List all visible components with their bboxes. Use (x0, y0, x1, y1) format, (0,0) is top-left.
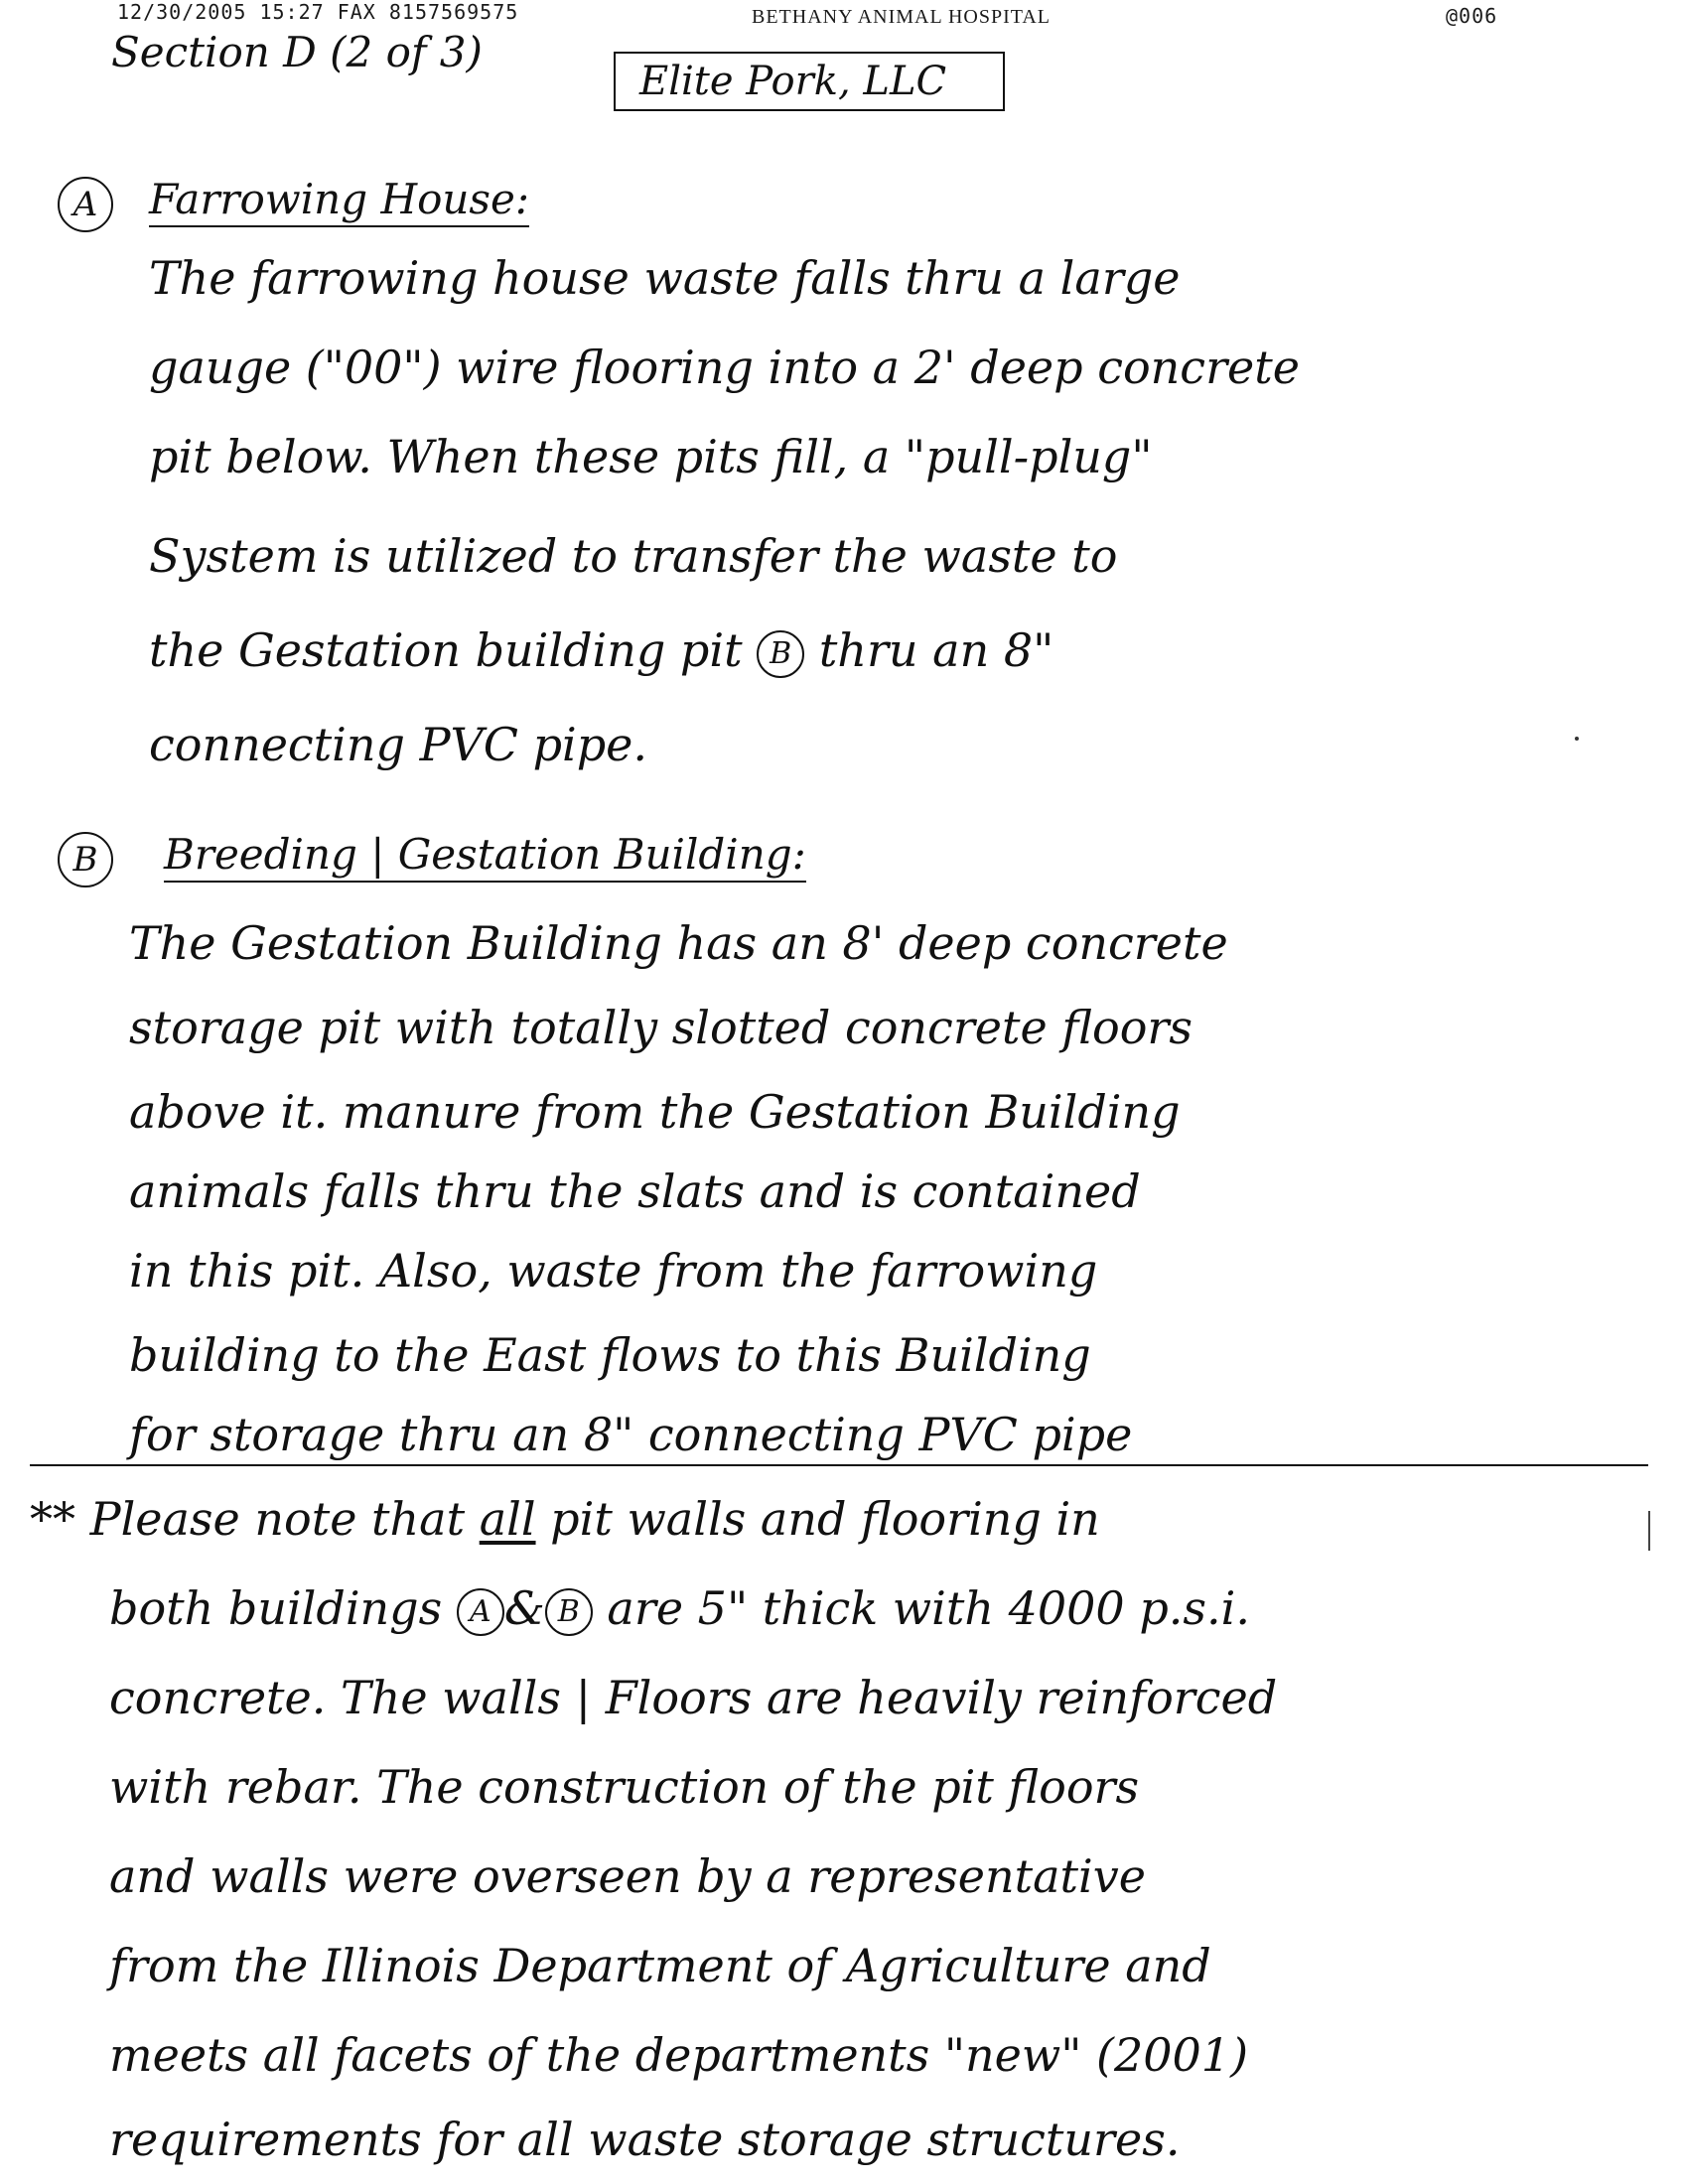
section-b-marker: B (58, 832, 113, 887)
inline-marker-a: A (457, 1588, 504, 1636)
section-a-line-2: gauge ("00") wire flooring into a 2' deep concrete (149, 341, 1300, 394)
section-a-heading: Farrowing House: (149, 175, 529, 227)
section-b-line-6: building to the East flows to this Building (129, 1328, 1091, 1382)
company-name: Elite Pork, LLC (639, 59, 947, 104)
section-a-line-6: connecting PVC pipe. (149, 718, 648, 771)
note-line-3: concrete. The walls | Floors are heavily reinforced (109, 1671, 1278, 1724)
note-line-2-start: both buildings (109, 1581, 443, 1635)
section-b-line-7: for storage thru an 8" connecting PVC pipe (129, 1408, 1133, 1461)
note-line-1-start: Please note that (89, 1492, 466, 1546)
section-a-line-4: System is utilized to transfer the waste to (149, 529, 1118, 583)
note-line-6: from the Illinois Department of Agriculture and (109, 1939, 1211, 1992)
note-line-7: meets all facets of the departments "new" (2001) (109, 2028, 1249, 2082)
note-line-5: and walls were overseen by a representative (109, 1849, 1146, 1903)
note-stars: ** (30, 1492, 75, 1546)
section-b-line-3: above it. manure from the Gestation Building (129, 1085, 1181, 1139)
fax-header-sender: BETHANY ANIMAL HOSPITAL (752, 6, 1052, 28)
note-line-4: with rebar. The construction of the pit floors (109, 1760, 1140, 1814)
section-b-heading: Breeding | Gestation Building: (164, 830, 806, 883)
section-a-line-5 (149, 620, 1053, 680)
section-a-line-3: pit below. When these pits fill, a "pull-plug" (149, 430, 1153, 483)
note-line-1 (30, 1489, 1100, 1549)
section-a-line-1: The farrowing house waste falls thru a large (149, 251, 1181, 305)
note-line-2-end: are 5" thick with 4000 p.s.i. (607, 1581, 1250, 1635)
section-a-marker: A (58, 177, 113, 232)
fax-header (0, 0, 1684, 30)
fax-header-timestamp: 12/30/2005 15:27 FAX 8157569575 (117, 0, 519, 24)
section-b-line-1: The Gestation Building has an 8' deep concrete (129, 916, 1228, 970)
section-b-line-5: in this pit. Also, waste from the farrowing (129, 1244, 1098, 1297)
section-a-line-5-end: thru an 8" (818, 623, 1054, 677)
stray-dot (1575, 737, 1579, 741)
section-b-line-4: animals falls thru the slats and is contained (129, 1164, 1141, 1218)
note-emphasis-all: all (479, 1492, 536, 1546)
fax-header-page: @006 (1446, 4, 1498, 28)
inline-marker-b: B (757, 630, 804, 678)
margin-mark (1648, 1511, 1650, 1551)
section-b-line-2: storage pit with totally slotted concrete floors (129, 1001, 1193, 1054)
section-note: Section D (2 of 3) (111, 28, 483, 76)
note-line-1-end: pit walls and flooring in (550, 1492, 1100, 1546)
note-line-2 (109, 1578, 1250, 1638)
note-line-8: requirements for all waste storage structures. (109, 2113, 1181, 2166)
note-ampersand: & (503, 1581, 545, 1635)
inline-marker-b-note: B (545, 1588, 593, 1636)
divider-line (30, 1464, 1648, 1466)
section-a-line-5-start: the Gestation building pit (149, 623, 743, 677)
company-name-box (614, 52, 1005, 111)
